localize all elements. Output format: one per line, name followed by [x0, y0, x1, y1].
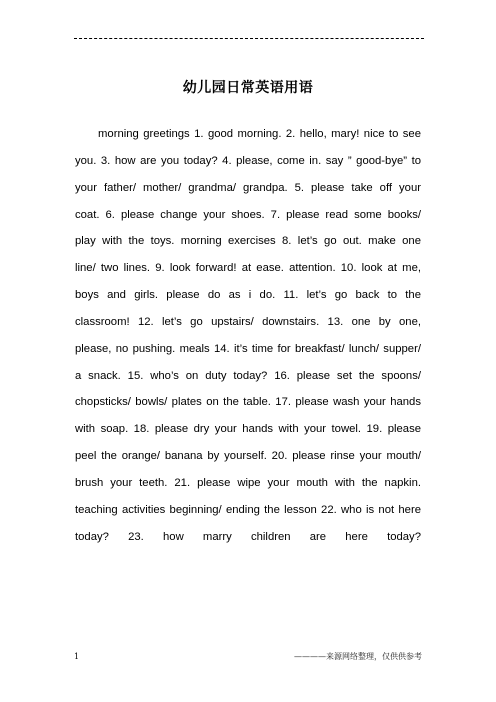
- document-body: morning greetings 1. good morning. 2. hello, mary! nice to see you. 3. how are you today? 4. please, come in. say ” good-bye” to your father/ mother/ grandma/ grandpa. 5. please take off your coat. 6. please change your shoes. 7. please read some books/ play with the toys. morning exercises 8. let’s go out. make one line/ two lines. 9. look forward! at ease. attention. 10. look at me, boys and girls. please do as i do. 11. let’s go back to the classroom! 12. let’s go upstairs/ downstairs. 13. one by one, please, no pushing. meals 14. it’s time for breakfast/ lunch/ supper/ a snack. 15. who’s on duty today? 16. please set the spoons/ chopsticks/ bowls/ plates on the table. 17. please wash your hands with soap. 18. please dry your hands with your towel. 19. please peel the orange/ banana by yourself. 20. please rinse your mouth/ brush your teeth. 21. please wipe your mouth with the napkin. teaching activities beginning/ ending the lesson 22. who is not here today? 23. how marry children are here today?: [75, 128, 421, 543]
- header-dashed-rule: [74, 38, 424, 39]
- footer-source-note: ————来源网络整理，仅供供参考: [294, 652, 422, 661]
- page-number: 1: [74, 652, 80, 661]
- document-title: 幼儿园日常英语用语: [182, 80, 314, 96]
